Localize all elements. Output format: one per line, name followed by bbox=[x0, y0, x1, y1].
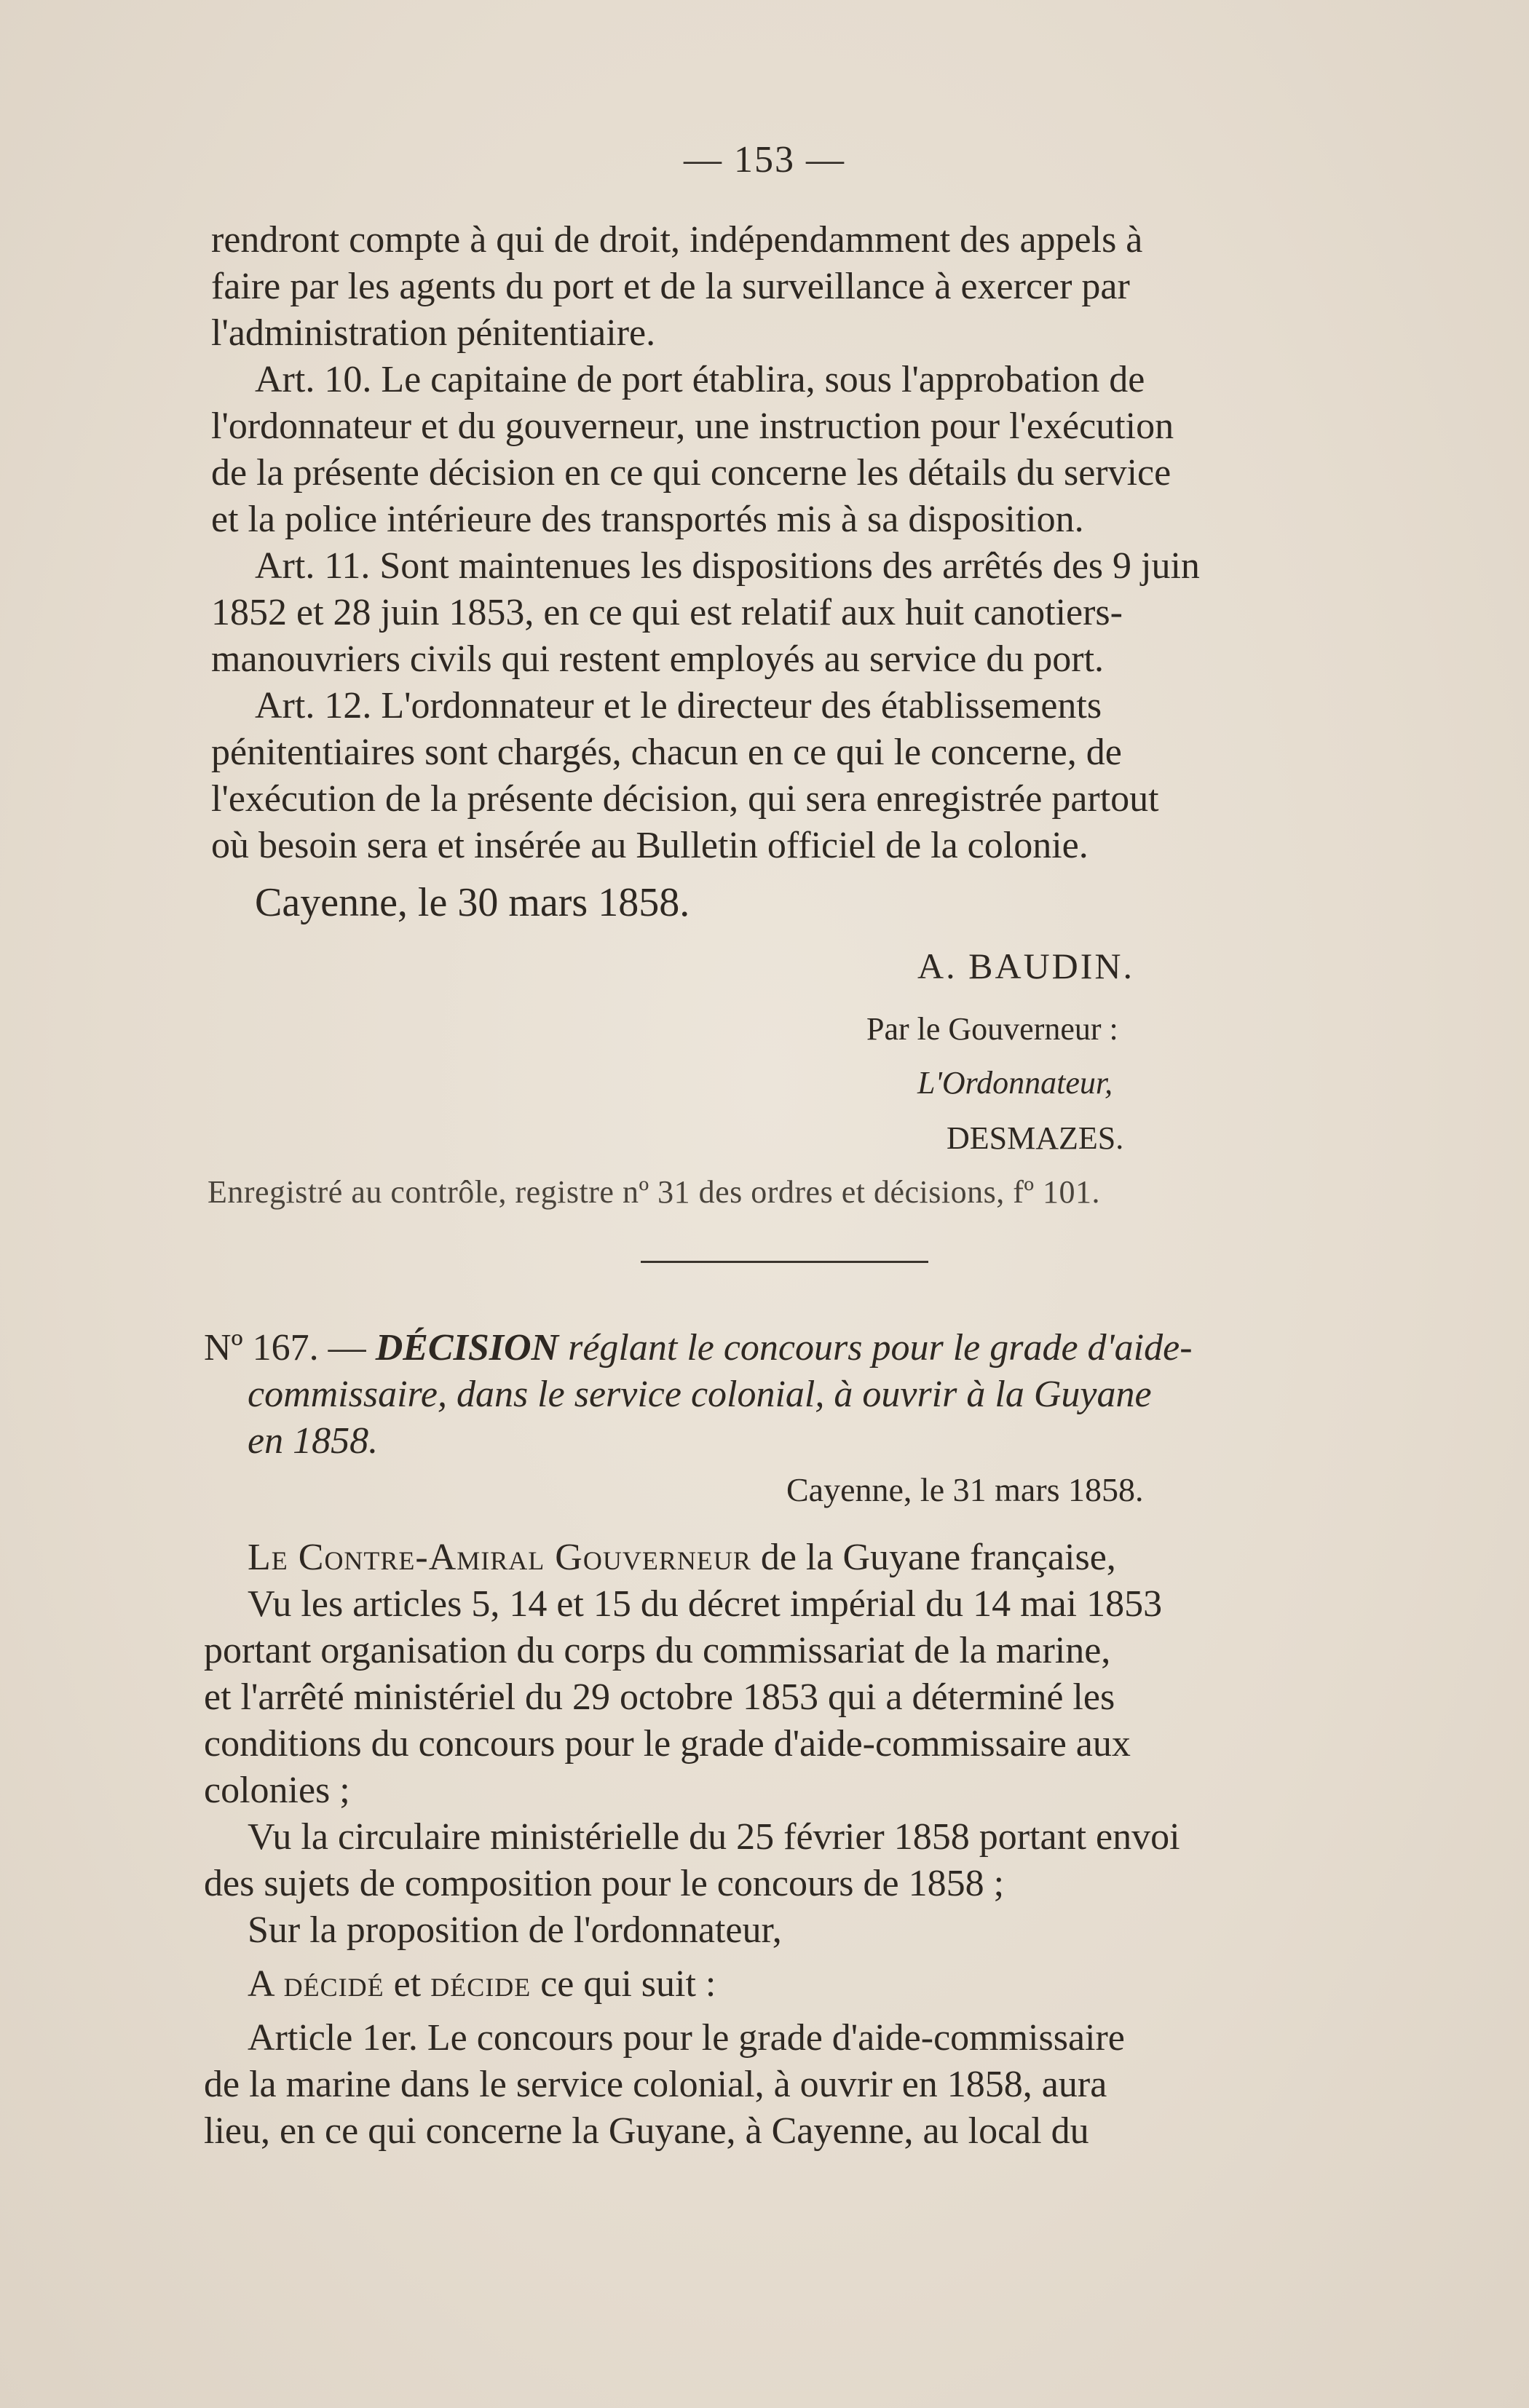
text-line: Art. 10. Le capitaine de port établira, sous l'approbation de bbox=[255, 359, 1145, 400]
text-line: l'administration pénitentiaire. bbox=[211, 312, 656, 354]
signature-name: A. BAUDIN. bbox=[917, 946, 1135, 986]
text-line: l'exécution de la présente décision, qui sera enregistrée partout bbox=[211, 778, 1159, 820]
text-line: et la police intérieure des transportés mis à sa disposition. bbox=[211, 499, 1084, 540]
text-line: Art. 11. Sont maintenues les dispositions des arrêtés des 9 juin bbox=[255, 545, 1200, 587]
text-line: manouvriers civils qui restent employés au service du port. bbox=[211, 638, 1105, 680]
paragraph-sur bbox=[204, 1907, 1376, 1954]
preamble-tail: de la Guyane française, bbox=[760, 1537, 1116, 1578]
text-line: portant organisation du corps du commissariat de la marine, bbox=[204, 1630, 1111, 1671]
decision-subject: réglant le concours pour le grade d'aide- bbox=[568, 1327, 1193, 1369]
decide-word: décide bbox=[430, 1963, 532, 2005]
paragraph-article-12 bbox=[211, 683, 1376, 869]
text-line: de la présente décision en ce qui concerne les détails du service bbox=[211, 452, 1172, 494]
text-line: Art. 12. L'ordonnateur et le directeur des établissements bbox=[255, 685, 1102, 726]
text-line: où besoin sera et insérée au Bulletin officiel de la colonie. bbox=[211, 825, 1089, 866]
decision-date: Cayenne, le 31 mars 1858. bbox=[786, 1471, 1144, 1508]
paragraph-vu-1 bbox=[204, 1581, 1376, 1814]
text-line: Vu les articles 5, 14 et 15 du décret impérial du 14 mai 1853 bbox=[248, 1583, 1163, 1625]
text-line: lieu, en ce qui concerne la Guyane, à Cayenne, au local du bbox=[204, 2110, 1089, 2152]
text-line: conditions du concours pour le grade d'aide-commissaire aux bbox=[204, 1723, 1131, 1765]
text-line: 1852 et 28 juin 1853, en ce qui est relatif aux huit canotiers- bbox=[211, 592, 1123, 633]
paragraph-vu-2 bbox=[204, 1814, 1376, 1907]
signature-role: L'Ordonnateur, bbox=[917, 1065, 1113, 1101]
decision-subject-line2: commissaire, dans le service colonial, à ouvrir à la Guyane bbox=[248, 1374, 1152, 1415]
decision-title: DÉCISION bbox=[375, 1327, 559, 1369]
decision-number: Nº 167. — bbox=[204, 1327, 366, 1369]
decide-word: A décidé bbox=[248, 1963, 384, 2005]
signature-by: Par le Gouverneur : bbox=[866, 1011, 1118, 1047]
preamble-authority: Le Contre-Amiral Gouverneur bbox=[248, 1537, 751, 1578]
text-line: Sur la proposition de l'ordonnateur, bbox=[248, 1909, 782, 1951]
decision-heading bbox=[204, 1325, 1383, 1465]
text-line: rendront compte à qui de droit, indépendamment des appels à bbox=[211, 219, 1143, 261]
preamble bbox=[204, 1534, 1376, 1581]
body-text-top bbox=[211, 217, 1376, 869]
text-line: et l'arrêté ministériel du 29 octobre 1853 qui a déterminé les bbox=[204, 1676, 1115, 1718]
body-text-decision bbox=[204, 1534, 1376, 2155]
paragraph-decide bbox=[204, 1961, 1376, 2008]
text-line: pénitentiaires sont chargés, chacun en ce qui le concerne, de bbox=[211, 732, 1122, 773]
text-line: faire par les agents du port et de la surveillance à exercer par bbox=[211, 266, 1130, 307]
page-number: — 153 — bbox=[684, 139, 845, 181]
text-line: des sujets de composition pour le concours de 1858 ; bbox=[204, 1863, 1005, 1904]
paragraph-article-11 bbox=[211, 543, 1376, 683]
paragraph-article-10 bbox=[211, 357, 1376, 543]
decide-tail: ce qui suit : bbox=[540, 1963, 716, 2005]
text-line: Vu la circulaire ministérielle du 25 février 1858 portant envoi bbox=[248, 1816, 1180, 1858]
decision-subject-line3: en 1858. bbox=[248, 1420, 379, 1462]
signature-name-ordonnateur: DESMAZES. bbox=[947, 1120, 1124, 1156]
decide-conjunction: et bbox=[393, 1963, 422, 2005]
text-line: l'ordonnateur et du gouverneur, une instruction pour l'exécution bbox=[211, 405, 1174, 447]
signature-date: Cayenne, le 30 mars 1858. bbox=[255, 880, 690, 925]
paragraph-article-1 bbox=[204, 2015, 1376, 2155]
text-line: Article 1er. Le concours pour le grade d'aide-commissaire bbox=[248, 2017, 1125, 2059]
registry-note: Enregistré au contrôle, registre nº 31 des ordres et décisions, fº 101. bbox=[208, 1174, 1100, 1210]
text-line: de la marine dans le service colonial, à ouvrir en 1858, aura bbox=[204, 2064, 1107, 2105]
text-line: colonies ; bbox=[204, 1770, 350, 1811]
section-divider bbox=[641, 1261, 928, 1263]
paragraph-continuation bbox=[211, 217, 1376, 357]
